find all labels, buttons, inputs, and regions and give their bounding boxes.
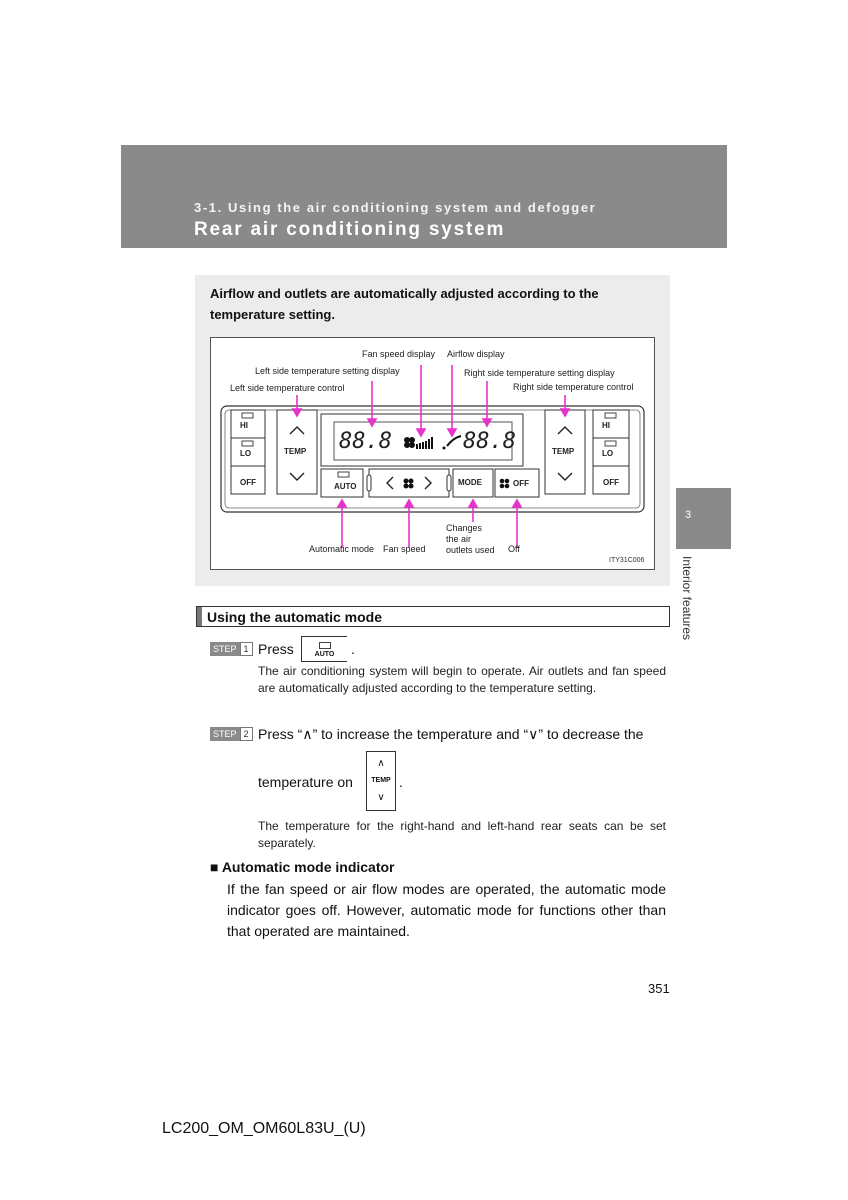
left-temp-readout: 88.8 bbox=[339, 429, 392, 454]
fan-off-label: OFF bbox=[513, 479, 529, 488]
page-title: Rear air conditioning system bbox=[194, 219, 506, 240]
fan-speed-display-label: Fan speed display bbox=[362, 349, 436, 359]
step-2-note: The temperature for the right-hand and left-hand rear seats can be set separately. bbox=[258, 819, 666, 850]
chevron-down-icon: ∨ bbox=[377, 792, 385, 803]
step-num: 2 bbox=[240, 727, 253, 741]
intro-panel bbox=[195, 275, 670, 586]
chevron-up-icon: ∧ bbox=[377, 758, 385, 769]
step-2-period: . bbox=[399, 774, 403, 790]
page-number: 351 bbox=[648, 981, 670, 996]
off-left-label: OFF bbox=[240, 478, 256, 487]
chapter-header bbox=[121, 145, 727, 248]
chapter-tab bbox=[676, 488, 731, 549]
mode-label: MODE bbox=[458, 478, 482, 487]
right-temp-setting-display-label: Right side temperature setting display bbox=[464, 368, 615, 378]
step-1-text: Press bbox=[258, 641, 294, 657]
auto-led-icon bbox=[319, 642, 331, 649]
step-1-badge bbox=[210, 642, 253, 656]
automatic-mode-label: Automatic mode bbox=[309, 544, 375, 554]
left-temp-setting-display-label: Left side temperature setting display bbox=[255, 366, 400, 376]
chapter-number: 3 bbox=[685, 509, 692, 521]
chapter-tab-label: Interior features bbox=[680, 556, 694, 641]
fan-speed-label: Fan speed bbox=[383, 544, 426, 554]
right-temp-readout: 88.8 bbox=[463, 429, 516, 454]
right-temp-control-label: Right side temperature control bbox=[513, 382, 634, 392]
auto-label: AUTO bbox=[334, 482, 357, 491]
control-panel-figure bbox=[210, 337, 655, 570]
step-2-badge bbox=[210, 727, 253, 741]
temp-button-icon bbox=[366, 751, 396, 811]
off-right-label: OFF bbox=[603, 478, 619, 487]
section-title: Using the automatic mode bbox=[207, 609, 383, 625]
step-num: 1 bbox=[240, 642, 253, 656]
temp-button-label: TEMP bbox=[371, 777, 391, 784]
step-2-text: Press “∧” to increase the temperature and “∨” to decrease the bbox=[258, 726, 644, 742]
indicator-paragraph: If the fan speed or air flow modes are operated, the automatic mode indicator goes off. However, automatic mode for functions other than that operated are maintained. bbox=[227, 881, 666, 939]
changes-outlets-label: Changes the air outlets used bbox=[446, 523, 495, 555]
step-1-note: The air conditioning system will begin to operate. Air outlets and fan speed are automatically adjusted according to the temperature setting. bbox=[258, 664, 666, 695]
lo-left-label: LO bbox=[240, 449, 252, 458]
lo-right-label: LO bbox=[602, 449, 614, 458]
auto-button-label: AUTO bbox=[314, 651, 335, 658]
hi-right-label: HI bbox=[602, 421, 610, 430]
temp-left-label: TEMP bbox=[284, 447, 307, 456]
step-1-period: . bbox=[351, 641, 355, 657]
temp-right-label: TEMP bbox=[552, 447, 575, 456]
hi-left-label: HI bbox=[240, 421, 248, 430]
auto-button-icon bbox=[301, 636, 347, 662]
indicator-heading: ■ Automatic mode indicator bbox=[210, 859, 395, 875]
section-bar bbox=[197, 607, 202, 626]
figure-id: ITY31C006 bbox=[609, 557, 645, 564]
section-heading bbox=[196, 606, 670, 627]
step-tag: STEP bbox=[210, 727, 240, 741]
footer-code: LC200_OM_OM60L83U_(U) bbox=[162, 1120, 366, 1137]
chapter-subtitle: 3-1. Using the air conditioning system and defogger bbox=[194, 200, 597, 215]
airflow-display-label: Airflow display bbox=[447, 349, 505, 359]
step-tag: STEP bbox=[210, 642, 240, 656]
left-temp-control-label: Left side temperature control bbox=[230, 383, 345, 393]
step-2-text-cont: temperature on bbox=[258, 774, 353, 790]
off-callout-label: Off bbox=[508, 544, 520, 554]
intro-text: Airflow and outlets are automatically adjusted according to the temperature setting. bbox=[210, 286, 599, 322]
